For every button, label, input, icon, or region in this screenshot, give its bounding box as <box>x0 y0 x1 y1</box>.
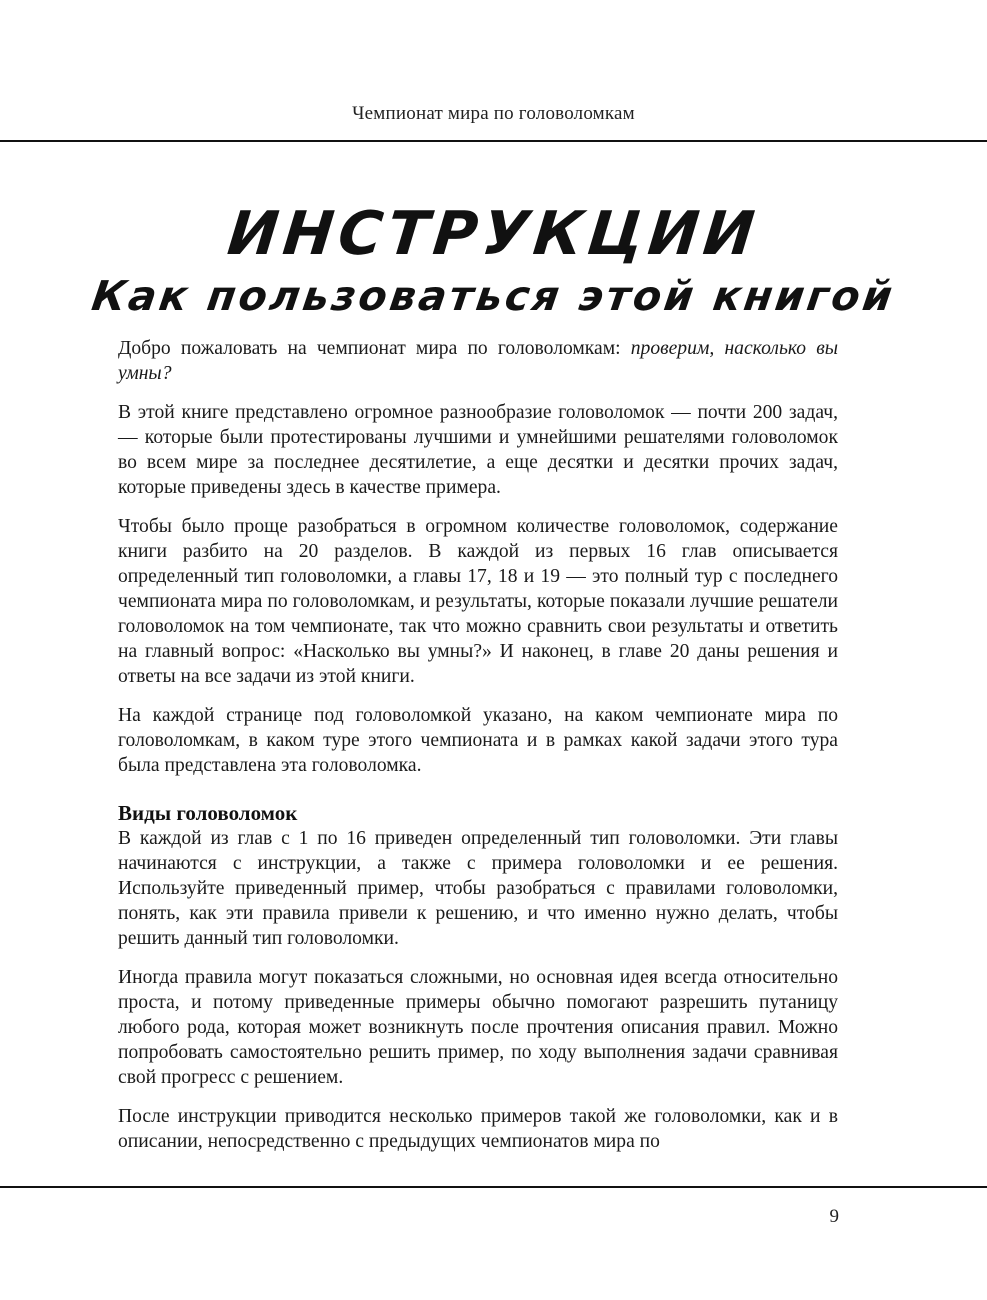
page-number: 9 <box>829 1206 839 1227</box>
paragraph-2: Чтобы было проще разобраться в огромном количестве головоломок, содержание книги разбито на 20 разделов. В каждой из первых 16 глав описывается определенный тип головоломки, а главы 17, 18 и 19 — это полный тур с последнего чемпионата мира по головоломкам, и результаты, которые показали лучшие решатели головоломок на том чемпионате, так что можно сравнить свои результаты и ответить на главный вопрос: «Насколько вы умны?» И наконец, в главе 20 даны решения и ответы на все задачи из этой книги. <box>118 516 838 687</box>
chapter-title: ИНСТРУКЦИИ <box>224 199 763 269</box>
section-paragraph-3: После инструкции приводится несколько примеров такой же головоломки, как и в описании, непосредственно с предыдущих чемпионатов мира по <box>118 1106 838 1152</box>
intro-italic: проверим, насколько вы умны? <box>118 338 839 384</box>
paragraph-3: На каждой странице под головоломкой указано, на каком чемпионате мира по головоломкам, в каком туре этого чемпионата и в рамках какой задачи этого тура была представлена эта головоломка. <box>118 705 838 776</box>
header-divider <box>0 140 987 142</box>
chapter-subtitle: Как пользоваться этой книгой <box>88 272 899 320</box>
paragraph-1: В этой книге представлено огромное разнообразие головоломок — почти 200 задач, — которые были протестированы лучшими и умнейшими решателями головоломок во всем мире за последнее десятилетие, а еще десятки и десятки прочих задач, которые приведены здесь в качестве примера. <box>118 402 838 498</box>
intro-paragraph <box>118 336 838 386</box>
intro-text: Добро пожаловать на чемпионат мира по головоломкам: <box>118 338 631 359</box>
footer-divider <box>0 1186 987 1188</box>
running-header: Чемпионат мира по головоломкам <box>352 103 635 124</box>
section-heading: Виды головоломок <box>118 801 298 825</box>
body-text <box>118 336 838 1154</box>
section-paragraph-2: Иногда правила могут показаться сложными, но основная идея всегда относительно проста, и потому приведенные примеры обычно помогают разрешить путаницу любого рода, которая может возникнуть после прочтения описания правил. Можно попробовать самостоятельно решить пример, по ходу выполнения задачи сравнивая свой прогресс с решением. <box>118 967 838 1088</box>
section-paragraph-1: В каждой из глав с 1 по 16 приведен определенный тип головоломки. Эти главы начинаются с инструкции, а также с примера головоломки и ее решения. Используйте приведенный пример, чтобы разобраться с правилами головоломки, понять, как эти правила привели к решению, и что именно нужно делать, чтобы решить данный тип головоломки. <box>118 828 838 949</box>
